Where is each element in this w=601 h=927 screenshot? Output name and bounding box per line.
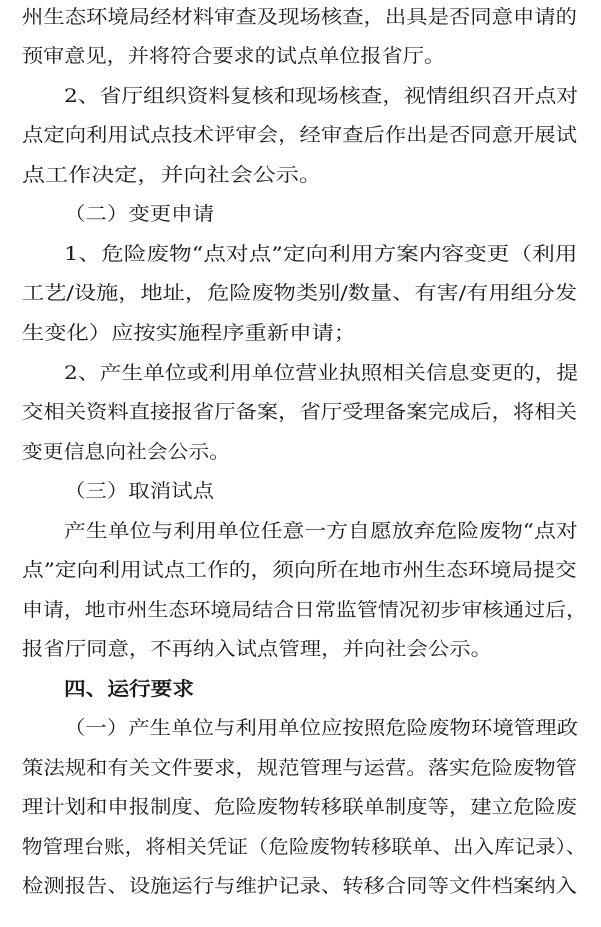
section-heading: （三）取消试点: [64, 480, 215, 502]
text-line: 产生单位与利用单位任意一方自愿放弃危险废物“点对: [64, 520, 578, 542]
text-line: 点工作决定，并向社会公示。: [22, 164, 323, 186]
text-line: （一）产生单位与利用单位应按照危险废物环境管理政: [64, 717, 579, 739]
text-line: 工艺/设施，地址，危险废物类别/数量、有害/有用组分发: [22, 282, 578, 304]
text-line: 变更信息向社会公示。: [22, 441, 231, 463]
text-line: 策法规和有关文件要求，规范管理与运营。落实危险废物管: [22, 757, 578, 779]
text-line: 报省厅同意，不再纳入试点管理，并向社会公示。: [22, 638, 493, 660]
chapter-heading: 四、运行要求: [64, 678, 195, 700]
text-line: 物管理台账，将相关凭证（危险废物转移联单、出入库记录）、: [22, 836, 587, 858]
text-line: 2、产生单位或利用单位营业执照相关信息变更的，提: [64, 362, 579, 384]
text-line: 理计划和申报制度、危险废物转移联单制度等，建立危险废: [22, 796, 578, 818]
text-line: 点”定向利用试点工作的，须向所在地市州生态环境局提交: [22, 559, 577, 581]
text-line: 州生态环境局经材料审查及现场核查，出具是否同意申请的: [22, 6, 578, 28]
text-line: 生变化）应按实施程序重新申请；: [22, 322, 357, 344]
text-line: 检测报告、设施运行与维护记录、转移合同等文件档案纳入: [22, 875, 578, 897]
text-line: 1、危险废物“点对点”定向利用方案内容变更（利用: [64, 243, 578, 265]
text-line: 申请，地市州生态环境局结合日常监管情况初步审核通过后，: [22, 599, 588, 621]
text-line: 2、省厅组织资料复核和现场核查，视情组织召开点对: [64, 85, 579, 107]
section-heading: （二）变更申请: [64, 203, 215, 225]
text-line: 预审意见，并将符合要求的试点单位报省厅。: [22, 45, 446, 67]
text-line: 点定向利用试点技术评审会，经审查后作出是否同意开展试: [22, 124, 578, 146]
text-line: 交相关资料直接报省厅备案，省厅受理备案完成后，将相关: [22, 401, 578, 423]
